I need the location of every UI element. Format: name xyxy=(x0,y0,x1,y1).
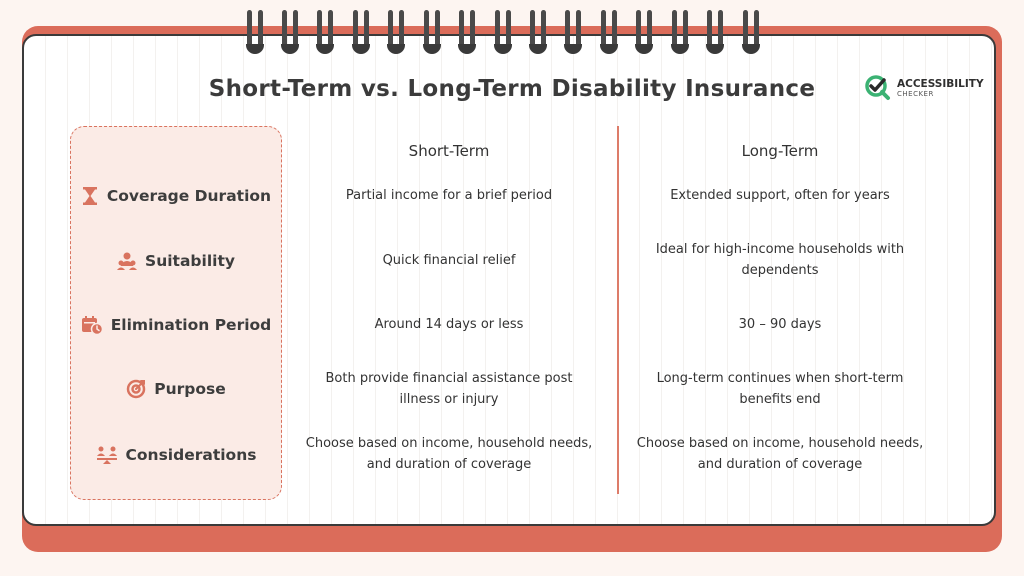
cell-short-considerations: Choose based on income, household needs, and duration of coverage xyxy=(305,436,593,472)
spiral-ring xyxy=(742,10,760,54)
calendar-clock-icon xyxy=(81,315,103,335)
spiral-ring xyxy=(564,10,582,54)
cell-long-suitability: Ideal for high-income households with dependents xyxy=(655,242,905,278)
spiral-ring xyxy=(246,10,264,54)
checkmark-magnifier-icon xyxy=(864,74,892,102)
logo xyxy=(864,74,984,102)
cell-short-coverage-duration: Partial income for a brief period xyxy=(345,188,553,203)
cell-short-elimination-period: Around 14 days or less xyxy=(374,317,524,332)
target-icon xyxy=(126,379,146,399)
column-header-short-term: Short-Term xyxy=(408,142,490,160)
people-icon xyxy=(117,251,137,271)
row-label-text: Elimination Period xyxy=(110,316,272,334)
cell-short-purpose: Both provide financial assistance post illness or injury xyxy=(325,371,573,407)
spiral-ring xyxy=(281,10,299,54)
cell-long-coverage-duration: Extended support, often for years xyxy=(670,188,890,203)
row-label-text: Purpose xyxy=(154,380,226,398)
row-label-considerations xyxy=(70,443,282,467)
spiral-ring xyxy=(706,10,724,54)
cell-long-considerations: Choose based on income, household needs, and duration of coverage xyxy=(636,436,924,472)
row-label-text: Suitability xyxy=(145,252,235,270)
spiral-ring xyxy=(600,10,618,54)
hourglass-icon xyxy=(81,186,99,206)
logo-line2: CHECKER xyxy=(897,90,934,98)
spiral-binding xyxy=(246,10,776,56)
row-label-purpose xyxy=(70,377,282,401)
row-label-text: Considerations xyxy=(125,446,257,464)
row-label-text: Coverage Duration xyxy=(106,187,272,205)
page-title: Short-Term vs. Long-Term Disability Insurance xyxy=(208,76,816,102)
column-header-long-term: Long-Term xyxy=(741,142,819,160)
cell-short-suitability: Quick financial relief xyxy=(382,253,516,268)
row-label-coverage-duration xyxy=(70,184,282,208)
spiral-ring xyxy=(423,10,441,54)
cell-long-elimination-period: 30 – 90 days xyxy=(738,317,822,332)
spiral-ring xyxy=(494,10,512,54)
logo-line1: ACCESSIBILITY xyxy=(897,78,984,90)
spiral-ring xyxy=(387,10,405,54)
row-label-elimination-period xyxy=(70,313,282,337)
spiral-ring xyxy=(671,10,689,54)
cell-long-purpose: Long-term continues when short-term benefits end xyxy=(656,371,904,407)
row-label-suitability xyxy=(70,249,282,273)
column-divider xyxy=(617,126,619,494)
spiral-ring xyxy=(352,10,370,54)
spiral-ring xyxy=(458,10,476,54)
spiral-ring xyxy=(635,10,653,54)
balance-icon xyxy=(96,445,118,465)
spiral-ring xyxy=(529,10,547,54)
spiral-ring xyxy=(316,10,334,54)
